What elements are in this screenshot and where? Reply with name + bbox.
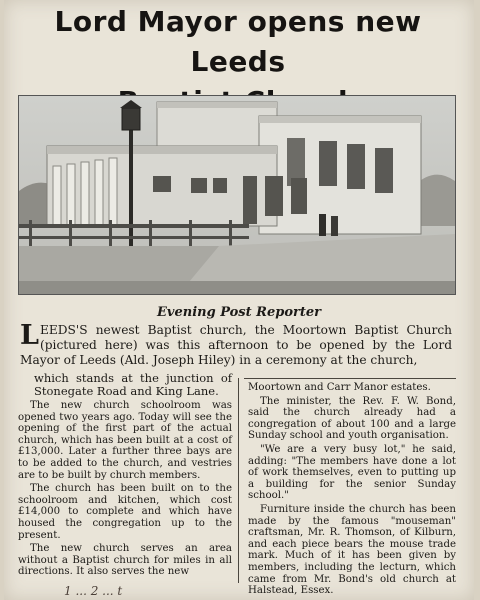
drop-cap: L (20, 320, 39, 351)
left-column-opening: which stands at the junction of Stonegate Road and King Lane. (34, 371, 232, 398)
column-divider (238, 378, 239, 583)
byline: Evening Post Reporter (157, 305, 321, 320)
church-photograph (18, 95, 456, 295)
left-column (18, 372, 232, 580)
church-photo-image (19, 96, 455, 294)
left-column-paragraph-1: The new church schoolroom was opened two years ago. Today will see the opening of the first part of the actual church, which has been built at a cost of £13,000. Later a further three bays are to be added to the church, and vestries are to be built by church members. (18, 400, 232, 481)
headline-line-1: Lord Mayor opens new Leeds (54, 5, 422, 78)
right-column-paragraph-3: Furniture inside the church has been made by the famous "mouseman" craftsman, Mr. R. Thomson, of Kilburn, and each piece bears the mouse trade mark. Much of it has been given by members, including the lecturn, which came from Mr. Bond's old church at Halstead, Essex. (248, 503, 456, 597)
handwritten-note: 1 ... 2 ... t (64, 584, 123, 598)
left-column-paragraph-3: The new church serves an area without a Baptist church for miles in all directions. It also serves the new (18, 543, 232, 578)
lede-text: EEDS'S newest Baptist church, the Moortown Baptist Church (pictured here) was this afternoon to be opened by the Lord Mayor of Leeds (Ald. Joseph Hiley) in a ceremony at the church, (20, 323, 452, 367)
left-column-paragraph-2: The church has been built on to the schoolroom and kitchen, which cost £14,000 to complete and which have housed the congregation up to the present. (18, 483, 232, 541)
right-column-paragraph-0: Moortown and Carr Manor estates. (248, 382, 431, 393)
right-column (248, 372, 456, 599)
newspaper-clipping (4, 0, 474, 600)
right-column-paragraph-1: The minister, the Rev. F. W. Bond, said the church already had a congregation of about 100 and a large Sunday school and youth organisation. (248, 395, 456, 442)
lede-paragraph (20, 320, 452, 368)
right-column-paragraph-2: "We are a very busy lot," he said, adding: "The members have done a lot of work themselves, even to putting up a building for the senior Sunday school." (248, 443, 456, 502)
